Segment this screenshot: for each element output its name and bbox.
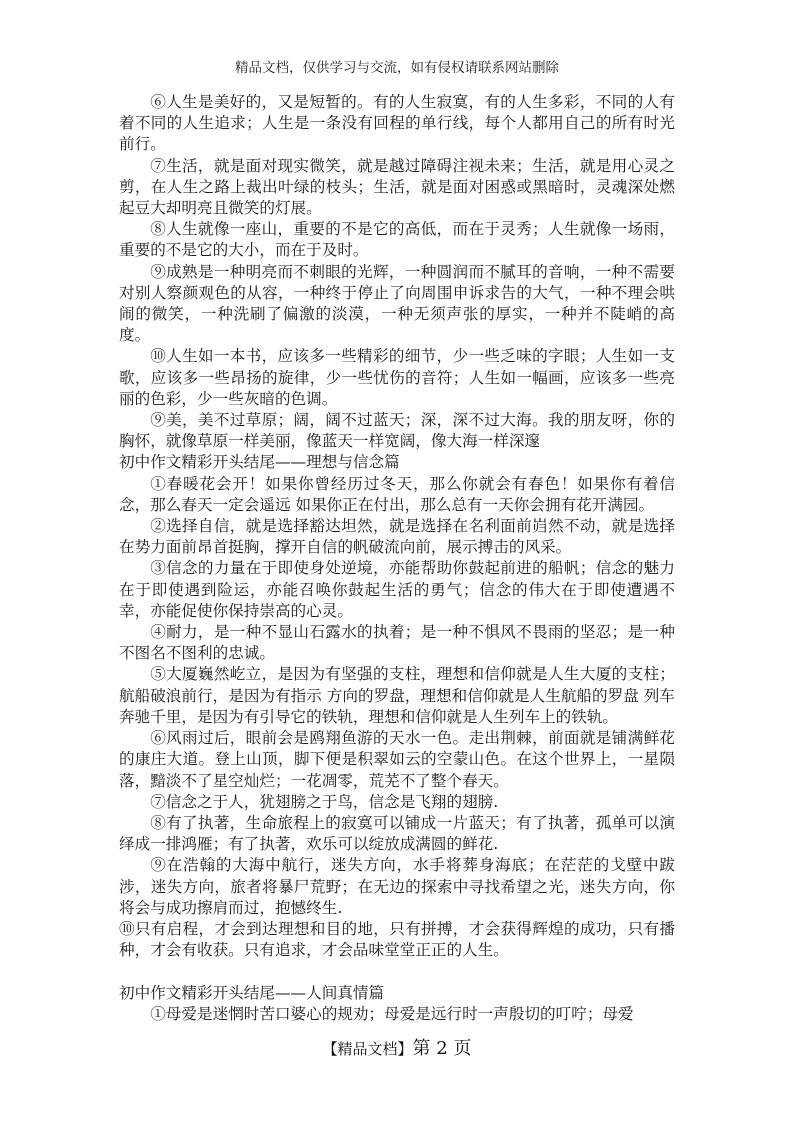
paragraph: ③信念的力量在于即使身处逆境，亦能帮助你鼓起前进的船帆；信念的魅力在于即使遇到险运，亦能召唤你鼓起生活的勇气；信念的伟大在于即使遭遇不幸，亦能促使你保持崇高的心灵。 <box>119 559 675 620</box>
section-heading: 初中作文精彩开头结尾——人间真情篇 <box>119 983 385 1002</box>
footer-tag: 【精品文档】 <box>322 1040 413 1058</box>
paragraph: ⑨美，美不过草原；阔，阔不过蓝天；深，深不过大海。我的朋友呀，你的胸怀，就像草原一样美丽，像蓝天一样宽阔，像大海一样深邃 <box>119 411 675 451</box>
paragraph: ⑦信念之于人，犹翅膀之于鸟，信念是飞翔的翅膀. <box>150 792 499 811</box>
paragraph: ⑩只有启程，才会到达理想和目的地，只有拼搏，才会获得辉煌的成功，只有播种，才会有收获。只有追求，才会品味堂堂正正的人生。 <box>119 919 675 960</box>
paragraph: ⑧有了执著，生命旅程上的寂寞可以铺成一片蓝天；有了执著，孤单可以演绎成一排鸿雁；有了执著，欢乐可以绽放成满圆的鲜花. <box>119 813 675 854</box>
page-number: 第 2 页 <box>412 1038 472 1059</box>
blank-line <box>119 961 675 982</box>
paragraph: ⑥人生是美好的，又是短暂的。有的人生寂寞，有的人生多彩，不同的人有着不同的人生追求；人生是一条没有回程的单行线，每个人都用自己的所有时光前行。 <box>119 93 675 154</box>
paragraph: ④耐力，是一种不显山石露水的执着；是一种不惧风不畏雨的坚忍；是一种不图名不图利的忠诚。 <box>119 623 675 663</box>
page-footer <box>0 1034 794 1060</box>
document-body <box>119 92 675 1025</box>
paragraph: ⑦生活，就是面对现实微笑，就是越过障碍注视未来；生活，就是用心灵之剪，在人生之路上裁出叶绿的枝头；生活，就是面对困惑或黑暗时，灵魂深处燃起豆大却明亮且微笑的灯展。 <box>119 156 675 218</box>
paragraph: ⑧人生就像一座山，重要的不是它的高低，而在于灵秀；人生就像一场雨，重要的不是它的大小，而在于及时。 <box>119 220 675 260</box>
section-heading: 初中作文精彩开头结尾——理想与信念篇 <box>119 453 400 472</box>
paragraph: ⑥风雨过后，眼前会是鸥翔鱼游的天水一色。走出荆棘，前面就是铺满鲜花的康庄大道。登上山顶，脚下便是积翠如云的空蒙山色。在这个世界上，一星陨落，黯淡不了星空灿烂；一花凋零，荒芜不了整个春天。 <box>119 729 675 790</box>
paragraph: ①母爱是迷惘时苦口婆心的规劝；母爱是远行时一声殷切的叮咛；母爱 <box>150 1004 634 1023</box>
paragraph: ①春暖花会开！如果你曾经历过冬天，那么你就会有春色！如果你有着信念，那么春天一定会遥远 如果你正在付出，那么总有一天你会拥有花开满园。 <box>119 474 675 514</box>
paragraph: ②选择自信，就是选择豁达坦然，就是选择在名利面前岿然不动，就是选择在势力面前昂首挺胸，撑开自信的帆破流向前，展示搏击的风采。 <box>119 517 675 557</box>
paragraph: ⑨在浩翰的大海中航行，迷失方向，水手将葬身海底；在茫茫的戈壁中跋涉，迷失方向，旅者将暴尸荒野；在无边的探索中寻找希望之光，迷失方向，你将会与成功擦肩而过，抱憾终生. <box>119 856 675 917</box>
page-header: 精品文档，仅供学习与交流，如有侵权请联系网站删除 <box>235 60 559 76</box>
paragraph: ⑨成熟是一种明亮而不刺眼的光辉，一种圆润而不腻耳的音响，一种不需要对别人察颜观色的从容，一种终于停止了向周围申诉求告的大气，一种不理会哄闹的微笑，一种洗刷了偏激的淡漠，一种无须声张的厚实，一种并不陡峭的高度。 <box>119 262 675 345</box>
paragraph: ⑤大厦巍然屹立，是因为有坚强的支柱，理想和信仰就是人生大厦的支柱；航船破浪前行，是因为有指示 方向的罗盘，理想和信仰就是人生航船的罗盘 列车奔驰千里，是因为有引导它的铁轨，理想和信仰就是人生列车上的铁轨。 <box>119 665 675 726</box>
paragraph: ⑩人生如一本书，应该多一些精彩的细节，少一些乏味的字眼；人生如一支歌，应该多一些昂扬的旋律，少一些忧伤的音符；人生如一幅画，应该多一些亮丽的色彩，少一些灰暗的色调。 <box>119 347 675 408</box>
